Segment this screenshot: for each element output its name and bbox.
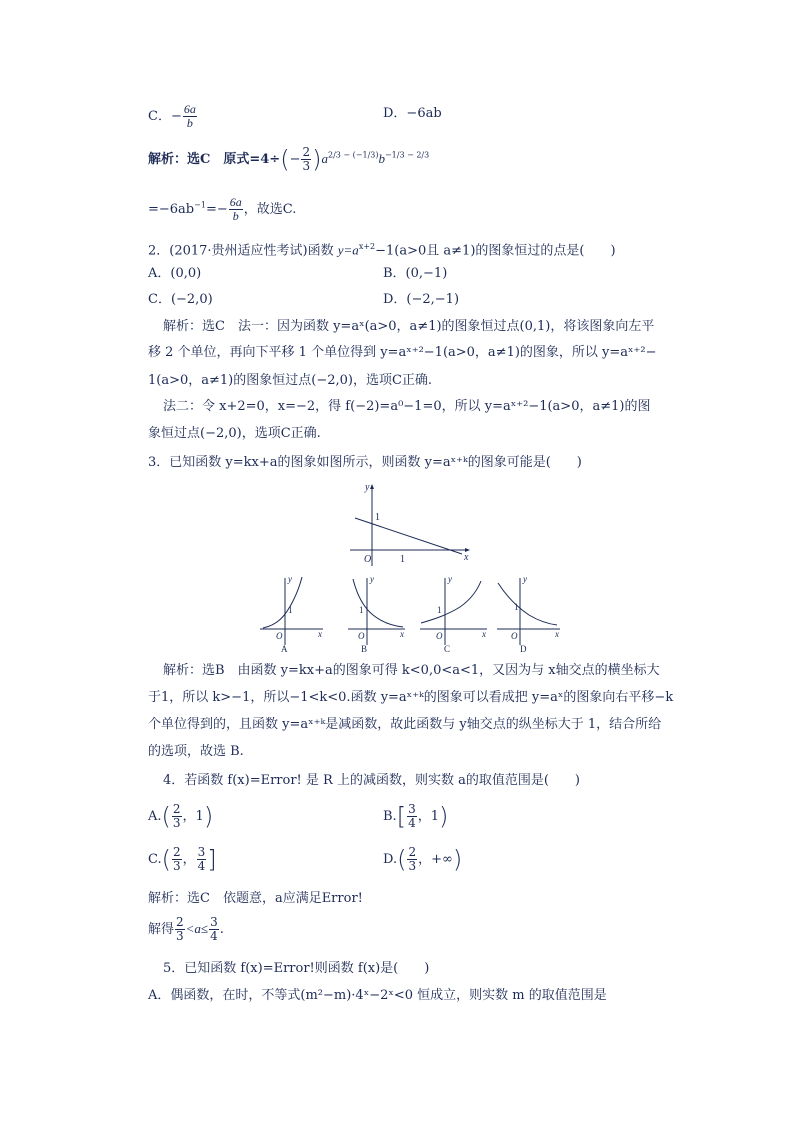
q5-stem: 5．已知函数 f(x)=Error!则函数 f(x)是( ) [163, 961, 430, 976]
q3-solution-line2: 于1，所以 k>−1，所以−1<k<0.函数 y=aˣ⁺ᵏ的图象可以看成把 y=aˣ的图象向右平移−k [148, 690, 674, 705]
q2-option-d: D．(−2,−1) [383, 292, 460, 307]
svg-text:y: y [288, 574, 292, 584]
q3-solution-line4: 的选项，故选 B. [148, 744, 244, 759]
q4-option-b: B.[ $\frac{3}{4}$ ，1) [383, 802, 449, 831]
q3-solution-line1: 解析：选B 由函数 y=kx+a的图象可得 k<0,0<a<1，又因为与 x轴交点的横坐标大 [163, 663, 660, 678]
svg-text:B: B [361, 644, 368, 654]
svg-text:A: A [281, 644, 288, 654]
q4-option-a: A.( $\frac{2}{3}$ ，1) [148, 802, 214, 831]
q2-stem: 2．(2017·贵州适应性考试)函数 $y=a^{x+2}-1(a>0$且 a≠1)的图象恒过的点是( ) [148, 242, 616, 259]
q5-option-a: A．偶函数，在时，不等式(m²−m)·4ˣ−2ˣ<0 恒成立，则实数 m 的取值范围是 [148, 988, 607, 1003]
svg-text:C: C [444, 644, 451, 654]
graph-option-d [497, 574, 560, 654]
q4-option-c: C.( $\frac{2}{3}$ ， $\frac{3}{4}$ ] [148, 845, 217, 874]
graph-option-a [260, 574, 323, 654]
graph-option-c [420, 574, 487, 654]
svg-text:1: 1 [288, 605, 293, 615]
q2-solution-line2: 移 2 个单位，再向下平移 1 个单位得到 y=aˣ⁺²−1(a>0，a≠1)的图象，所以 y=aˣ⁺²− [148, 345, 657, 360]
q4-solution-line2: 解得 $\frac{2}{3}$ <a≤ $\frac{3}{4}$ . [148, 915, 224, 943]
svg-text:y: y [365, 482, 370, 493]
q3-solution-line3: 个单位得到的，且函数 y=aˣ⁺ᵏ是减函数，故此函数与 y轴交点的纵坐标大于 1，结合所给 [148, 717, 662, 732]
q4-solution-line1: 解析：选C 依题意，a应满足Error! [148, 891, 363, 906]
svg-text:x: x [318, 629, 322, 639]
q1-option-d: D．−6ab [383, 106, 442, 121]
svg-text:O: O [364, 554, 372, 565]
q3-main-graph [340, 478, 480, 568]
svg-text:1: 1 [375, 512, 380, 523]
q3-option-graphs [255, 573, 565, 655]
q2-solution-line4: 法二：令 x+2=0，x=−2，得 f(−2)=a⁰−1=0，所以 y=aˣ⁺²−1(a>0，a≠1)的图 [163, 399, 651, 414]
svg-text:x: x [400, 629, 404, 639]
svg-text:x: x [464, 552, 469, 563]
svg-text:O: O [358, 631, 365, 641]
svg-text:O: O [276, 631, 283, 641]
q2-option-b: B．(0,−1) [383, 266, 448, 281]
svg-text:1: 1 [514, 602, 519, 612]
svg-text:O: O [511, 631, 518, 641]
q1-solution: 解析：选C 原式=4÷(− $\frac{2}{3}$ )$a^{2/3 - (-1/3)}b^{-1/3 - 2/3}$ [148, 145, 430, 174]
q3-stem: 3．已知函数 y=kx+a的图象如图所示，则函数 y=aˣ⁺ᵏ的图象可能是( ) [148, 455, 582, 470]
q1-option-c: C．− $\frac{6a}{b}$ [148, 102, 196, 130]
svg-text:y: y [523, 574, 527, 584]
svg-text:D: D [520, 644, 527, 654]
q2-option-c: C．(−2,0) [148, 292, 213, 307]
q2-solution-line5: 象恒过点(−2,0)，选项C正确. [148, 426, 321, 441]
svg-text:y: y [370, 574, 374, 584]
q2-solution-line1: 解析：选C 法一：因为函数 y=aˣ(a>0，a≠1)的图象恒过点(0,1)，将该图象向左平 [163, 319, 655, 334]
q4-option-d: D.( $\frac{2}{3}$ ，+∞) [383, 845, 463, 874]
graph-option-b [348, 574, 405, 654]
q2-solution-line3: 1(a>0，a≠1)的图象恒过点(−2,0)，选项C正确. [148, 373, 433, 388]
svg-text:x: x [555, 629, 559, 639]
svg-text:1: 1 [437, 605, 442, 615]
svg-text:y: y [448, 574, 452, 584]
svg-text:O: O [436, 631, 443, 641]
q4-stem: 4．若函数 f(x)=Error! 是 R 上的减函数，则实数 a的取值范围是( ) [163, 773, 580, 788]
svg-text:1: 1 [359, 605, 364, 615]
svg-text:x: x [482, 629, 486, 639]
svg-text:1: 1 [400, 554, 405, 565]
q1-solution-line2: $=-6ab^{-1}=-$ $\frac{6a}{b}$ ，故选C. [148, 195, 297, 223]
q2-option-a: A．(0,0) [148, 266, 202, 281]
